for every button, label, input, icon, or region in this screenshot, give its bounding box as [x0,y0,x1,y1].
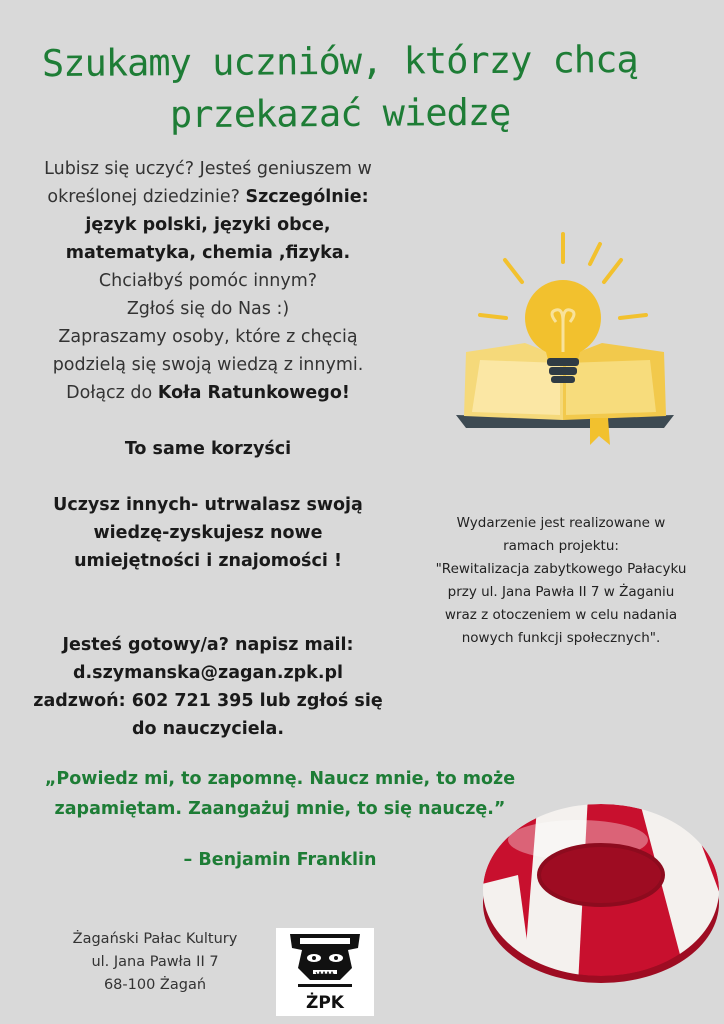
invite-line-1: Zapraszamy osoby, które z chęcią [58,327,358,347]
logo-text: ŻPK [306,993,344,1013]
contact-phone: zadzwoń: 602 721 395 lub zgłoś się [33,691,383,711]
intro-line-2b: Szczególnie: [245,187,369,207]
quote [20,764,540,824]
quote-line-2: zapamiętam. Zaangażuj mnie, to się nauczę.” [54,799,506,819]
join-line-a: Dołącz do [66,383,153,403]
headline-line-1: Szukamy uczniów, którzy chcą [41,37,638,86]
zpk-logo-icon [276,928,374,1016]
project-note-line-3: "Rewitalizacja zabytkowego Pałacyku [435,561,687,577]
help-question: Chciałbyś pomóc innym? [98,271,318,291]
project-note-line-5: wraz z otoczeniem w celu nadania [444,607,678,623]
join-line-b: Koła Ratunkowego! [157,383,350,403]
invite-line-2: podzielą się swoją wiedzą z innymi. [52,355,364,375]
benefit-line-2: wiedzę-zyskujesz nowe [93,523,323,543]
quote-line-1: „Powiedz mi, to zapomnę. Naucz mnie, to może [44,769,516,789]
benefits-title: To same korzyści [124,439,292,459]
subjects-line-2: matematyka, chemia ,fizyka. [65,243,351,263]
project-note-line-1: Wydarzenie jest realizowane w [456,515,666,531]
benefit-line-1: Uczysz innych- utrwalasz swoją [53,495,363,515]
intro-line-1: Lubisz się uczyć? Jesteś geniuszem w [44,159,372,179]
main-text [28,155,388,743]
address-line-1: Żagański Pałac Kultury [72,931,238,947]
contact-line-1: Jesteś gotowy/a? napisz mail: [62,635,354,655]
intro-line-2a: określonej dziedzinie? [47,187,240,207]
project-note-line-2: ramach projektu: [503,538,619,554]
zpk-logo-box [276,928,374,1016]
quote-author: – Benjamin Franklin [183,850,377,870]
address-line-3: 68-100 Żagań [103,977,207,993]
headline-line-2: przekazać wiedzę [169,90,511,137]
project-note-line-4: przy ul. Jana Pawła II 7 w Żaganiu [447,584,675,600]
project-note [418,512,704,650]
subjects-line-1: język polski, języki obce, [85,215,331,235]
contact-line-4: do nauczyciela. [131,719,285,739]
lifebuoy-icon [478,795,724,985]
apply-line: Zgłoś się do Nas :) [126,299,290,319]
address-line-2: ul. Jana Pawła II 7 [91,954,219,970]
contact-email: d.szymanska@zagan.zpk.pl [72,663,343,683]
benefit-line-3: umiejętności i znajomości ! [74,551,342,571]
lightbulb-book-icon [450,230,680,455]
headline [20,34,661,142]
project-note-line-6: nowych funkcji społecznych". [461,630,661,646]
address [40,928,270,997]
